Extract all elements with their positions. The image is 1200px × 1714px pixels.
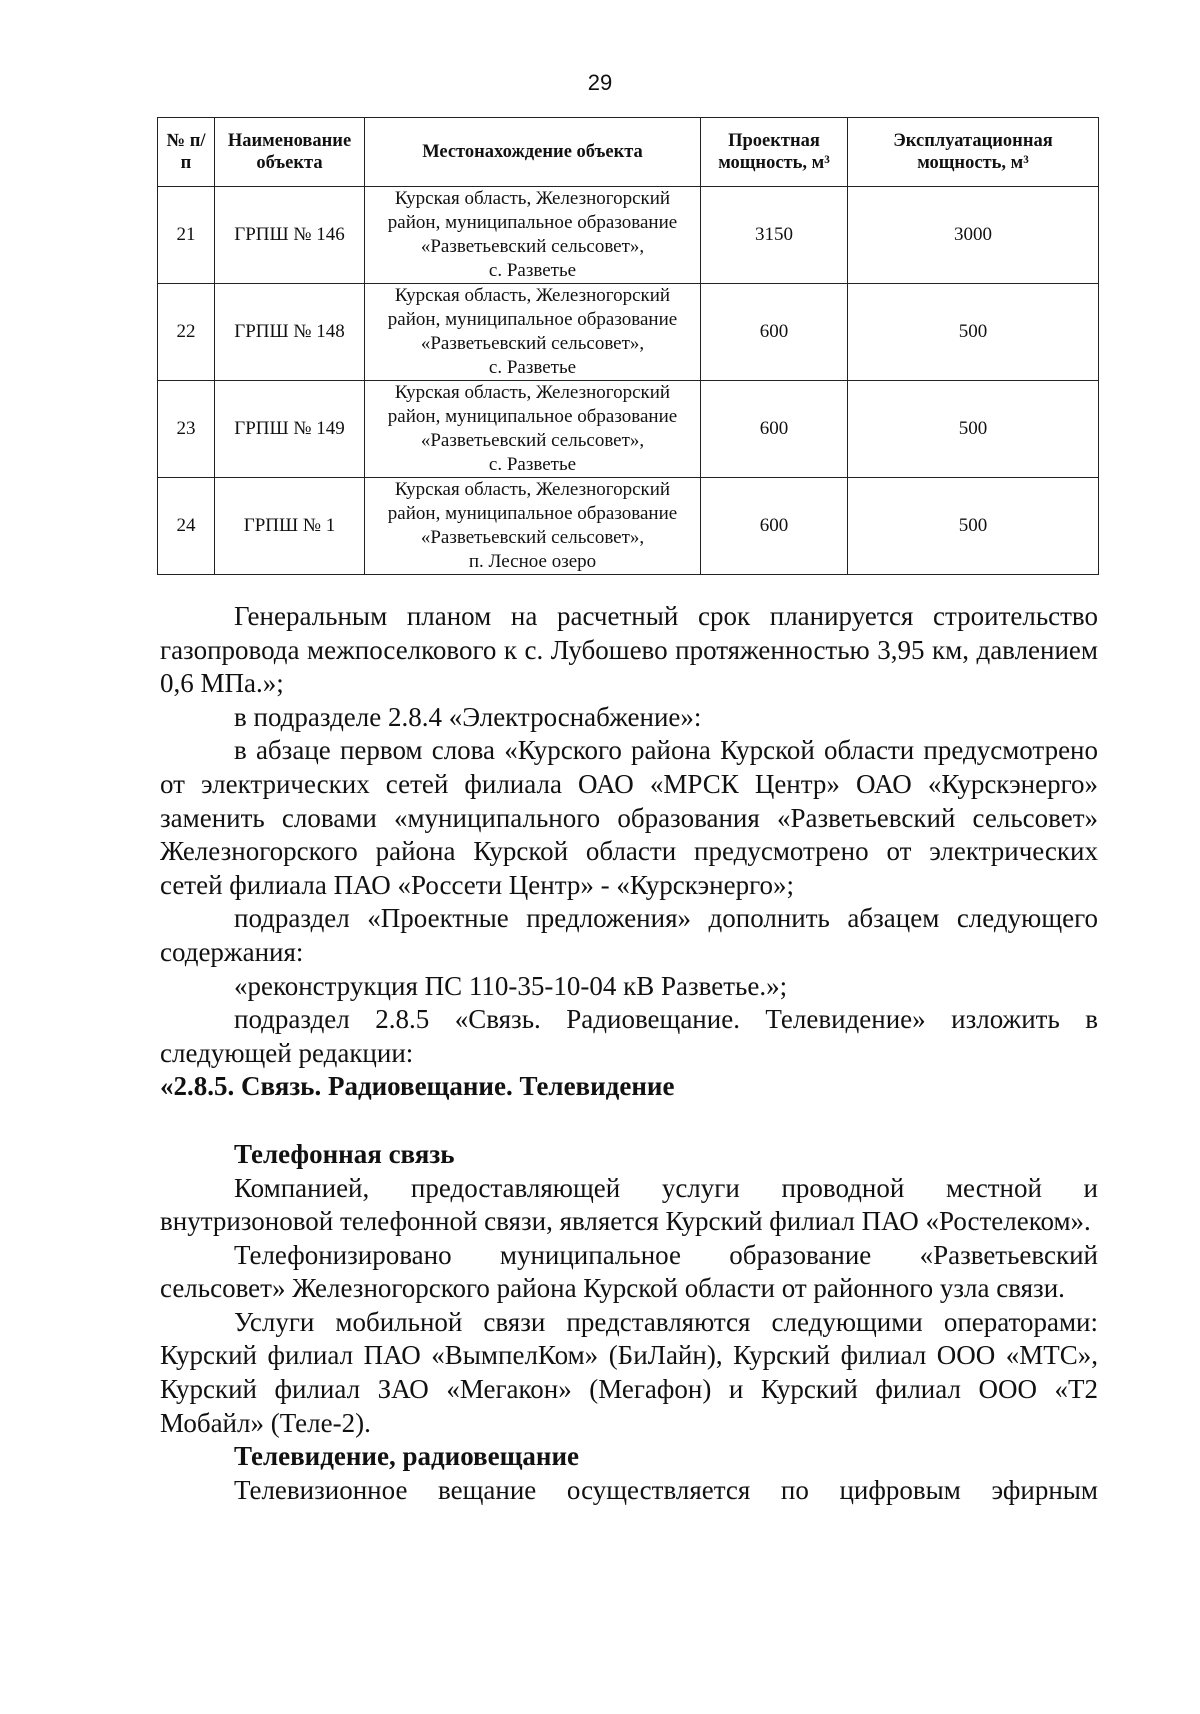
location-line: район, муниципальное образование	[387, 503, 678, 524]
row-location	[365, 381, 701, 478]
row-location	[365, 284, 701, 381]
location-line: «Разветьевский сельсовет»,	[420, 430, 645, 451]
paragraph-reconstruction: «реконструкция ПС 110-35-10-04 кВ Разветье.»;	[234, 970, 788, 1001]
row-operational-capacity: 500	[848, 284, 1099, 381]
page-number: 29	[587, 70, 613, 95]
row-design-capacity: 600	[701, 381, 848, 478]
location-line: Курская область, Железногорский	[394, 188, 671, 209]
location-line: район, муниципальное образование	[387, 406, 678, 427]
row-design-capacity: 600	[701, 478, 848, 575]
location-line: «Разветьевский сельсовет»,	[420, 527, 645, 548]
row-location	[365, 478, 701, 575]
gas-objects-table	[157, 117, 1099, 575]
location-line: Курская область, Железногорский	[394, 382, 671, 403]
location-line: с. Разветье	[488, 454, 577, 475]
location-line: район, муниципальное образование	[387, 212, 678, 233]
table-row	[158, 478, 1099, 575]
row-operational-capacity: 3000	[848, 187, 1099, 284]
table-header-row	[158, 118, 1099, 187]
header-design-capacity: Проектная мощность, м³	[701, 118, 848, 187]
row-location	[365, 187, 701, 284]
location-line: Курская область, Железногорский	[394, 285, 671, 306]
location-line: с. Разветье	[488, 260, 577, 281]
row-name: ГРПШ № 149	[215, 381, 365, 478]
location-line: «Разветьевский сельсовет»,	[420, 236, 645, 257]
header-operational-capacity: Эксплуатационная мощность, м³	[848, 118, 1099, 187]
row-name: ГРПШ № 148	[215, 284, 365, 381]
heading-telephone: Телефонная связь	[234, 1138, 455, 1169]
location-line: «Разветьевский сельсовет»,	[420, 333, 645, 354]
row-design-capacity: 600	[701, 284, 848, 381]
row-operational-capacity: 500	[848, 381, 1099, 478]
paragraph-project-proposals: подраздел «Проектные предложения» дополнить абзацем следующего содержания:	[160, 903, 1098, 967]
row-design-capacity: 3150	[701, 187, 848, 284]
row-num: 23	[158, 381, 215, 478]
paragraph-telephonization: Телефонизировано муниципальное образование «Разветьевский сельсовет» Железногорского района Курской области от районного узла связи.	[160, 1239, 1098, 1304]
paragraph-subsection-2-8-4: в подразделе 2.8.4 «Электроснабжение»:	[234, 701, 702, 732]
paragraph-gas-pipeline: Генеральным планом на расчетный срок планируется строительство газопровода межпоселкового к с. Лубошево протяженностью 3,95 км, давлением 0,6 МПа.»;	[160, 601, 1098, 699]
blank-line	[160, 1104, 1098, 1138]
row-num: 24	[158, 478, 215, 575]
paragraph-telephone-provider: Компанией, предоставляющей услуги проводной местной и внутризоновой телефонной связи, является Курский филиал ПАО «Ростелеком».	[160, 1172, 1098, 1237]
row-name: ГРПШ № 146	[215, 187, 365, 284]
row-num: 22	[158, 284, 215, 381]
paragraph-mobile-operators: Услуги мобильной связи представляются следующими операторами: Курский филиал ПАО «ВымпелКом» (БиЛайн), Курский филиал ООО «МТС», Курский филиал ЗАО «Мегакон» (Мегафон) и Курский филиал ООО «Т2 Мобайл» (Теле-2).	[160, 1306, 1098, 1438]
header-location: Местонахождение объекта	[365, 118, 701, 187]
table-row	[158, 284, 1099, 381]
row-name: ГРПШ № 1	[215, 478, 365, 575]
paragraph-electricity-amendment: в абзаце первом слова «Курского района Курской области предусмотрено от электрических сетей филиала ОАО «МРСК Центр» ОАО «Курскэнерго» заменить словами «муниципального образования «Разветьевский сельсовет» Железногорского района Курской области предусмотрено от электрических сетей филиала ПАО «Россети Центр» - «Курскэнерго»;	[160, 735, 1098, 900]
table-row	[158, 187, 1099, 284]
header-name: Наименование объекта	[215, 118, 365, 187]
location-line: с. Разветье	[488, 357, 577, 378]
heading-tv-radio: Телевидение, радиовещание	[234, 1441, 579, 1472]
location-line: район, муниципальное образование	[387, 309, 678, 330]
header-num: № п/п	[158, 118, 215, 187]
paragraph-tv-broadcast: Телевизионное вещание осуществляется по цифровым эфирным	[234, 1474, 1098, 1505]
row-operational-capacity: 500	[848, 478, 1099, 575]
table-row	[158, 381, 1099, 478]
document-body	[160, 600, 1098, 1507]
row-num: 21	[158, 187, 215, 284]
location-line: Курская область, Железногорский	[394, 479, 671, 500]
paragraph-subsection-2-8-5: подраздел 2.8.5 «Связь. Радиовещание. Телевидение» изложить в следующей редакции:	[160, 1004, 1098, 1068]
heading-communications: «2.8.5. Связь. Радиовещание. Телевидение	[160, 1071, 675, 1102]
location-line: п. Лесное озеро	[468, 551, 597, 572]
